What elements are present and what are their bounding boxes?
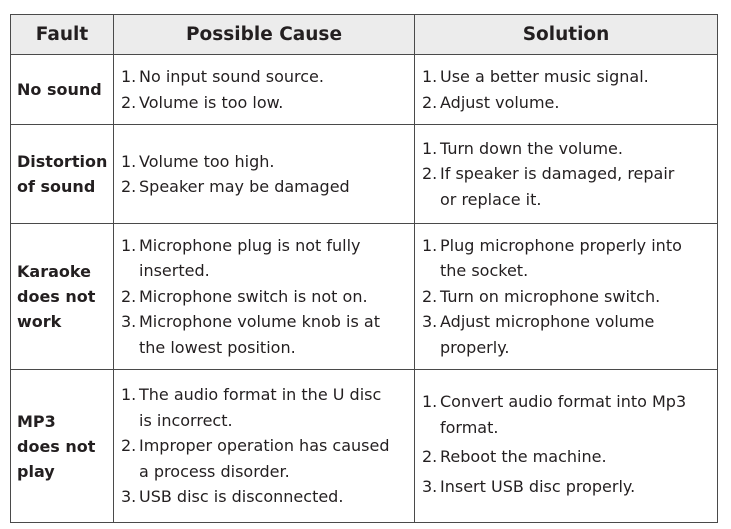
list-item xyxy=(422,474,717,500)
item-text-continued: format. xyxy=(440,417,499,437)
item-number: 3. xyxy=(121,312,137,332)
item-number: 1. xyxy=(422,67,438,86)
item-text: The audio format in the U disc xyxy=(139,385,382,405)
header-possible-cause: Possible Cause xyxy=(114,15,415,55)
table-body xyxy=(11,55,718,523)
cause-cell xyxy=(114,370,415,523)
list-item xyxy=(121,233,414,284)
item-text: Speaker may be damaged xyxy=(139,177,350,196)
cause-list xyxy=(121,233,414,361)
header-fault: Fault xyxy=(11,15,114,55)
list-item xyxy=(422,284,717,310)
header-solution: Solution xyxy=(415,15,718,55)
item-text: USB disc is disconnected. xyxy=(139,487,344,507)
item-number: 1. xyxy=(121,235,137,255)
item-number: 2. xyxy=(422,92,438,112)
item-number: 1. xyxy=(422,392,438,411)
header-row xyxy=(11,15,718,55)
solution-list xyxy=(422,233,717,361)
item-text: Turn down the volume. xyxy=(440,138,623,158)
item-text: No input sound source. xyxy=(139,67,324,86)
item-text-continued: is incorrect. xyxy=(139,410,233,430)
list-item xyxy=(121,284,414,310)
item-text: Convert audio format into Mp3 xyxy=(440,392,687,411)
item-number: 3. xyxy=(422,476,438,496)
cause-cell xyxy=(114,125,415,224)
fault-text: does not xyxy=(17,287,96,306)
item-text: If speaker is damaged, repair xyxy=(440,164,675,184)
solution-cell xyxy=(415,370,718,523)
item-text: Insert USB disc properly. xyxy=(440,476,636,496)
fault-text: does not xyxy=(17,436,96,456)
list-item xyxy=(121,382,414,433)
item-number: 1. xyxy=(422,138,438,158)
solution-list xyxy=(422,64,717,115)
item-number: 1. xyxy=(121,385,137,405)
item-number: 3. xyxy=(121,487,137,507)
item-text: Use a better music signal. xyxy=(440,67,649,86)
cause-cell xyxy=(114,224,415,370)
item-text: Turn on microphone switch. xyxy=(440,286,661,306)
fault-cell xyxy=(11,55,114,125)
cause-list xyxy=(121,64,414,115)
fault-text: MP3 xyxy=(17,411,56,431)
item-text: Microphone switch is not on. xyxy=(139,286,368,306)
list-item xyxy=(121,433,414,484)
list-item xyxy=(422,444,717,470)
list-item xyxy=(121,90,414,116)
cause-list xyxy=(121,149,414,200)
solution-list xyxy=(422,136,717,213)
item-number: 2. xyxy=(422,286,438,306)
list-item xyxy=(422,309,717,360)
solution-cell xyxy=(415,125,718,224)
item-number: 2. xyxy=(422,164,438,184)
list-item xyxy=(422,64,717,90)
fault-text: play xyxy=(17,461,55,481)
item-text-continued: inserted. xyxy=(139,261,210,281)
item-text: Volume is too low. xyxy=(139,92,284,112)
item-text-continued: the lowest position. xyxy=(139,337,296,357)
item-number: 2. xyxy=(121,92,137,112)
item-number: 1. xyxy=(121,67,137,86)
list-item xyxy=(121,174,414,200)
table-row xyxy=(11,55,718,125)
item-text: Microphone plug is not fully xyxy=(139,235,361,255)
item-number: 1. xyxy=(422,235,438,255)
fault-text: work xyxy=(17,312,62,331)
item-text: Adjust volume. xyxy=(440,92,560,112)
list-item xyxy=(121,309,414,360)
table-row xyxy=(11,370,718,523)
item-text: Plug microphone properly into xyxy=(440,235,682,255)
solution-cell xyxy=(415,55,718,125)
cause-list xyxy=(121,382,414,510)
item-text-continued: properly. xyxy=(440,337,510,357)
item-text: Adjust microphone volume xyxy=(440,312,655,332)
item-number: 1. xyxy=(121,151,137,171)
cause-cell xyxy=(114,55,415,125)
list-item xyxy=(121,484,414,510)
item-text: Improper operation has caused xyxy=(139,436,390,456)
list-item xyxy=(121,149,414,175)
table-row xyxy=(11,224,718,370)
fault-text: No sound xyxy=(17,80,102,99)
fault-cell xyxy=(11,125,114,224)
list-item xyxy=(121,64,414,90)
fault-cell xyxy=(11,224,114,370)
fault-text: Distortion xyxy=(17,152,108,171)
item-number: 2. xyxy=(121,286,137,306)
item-text: Microphone volume knob is at xyxy=(139,312,380,332)
item-text-continued: or replace it. xyxy=(440,189,542,209)
table-row xyxy=(11,125,718,224)
fault-text: Karaoke xyxy=(17,262,91,281)
list-item xyxy=(422,161,717,212)
item-text: Reboot the machine. xyxy=(440,447,607,466)
item-number: 2. xyxy=(422,447,438,466)
solution-cell xyxy=(415,224,718,370)
troubleshooting-table xyxy=(10,14,718,523)
list-item xyxy=(422,90,717,116)
solution-list xyxy=(422,389,717,499)
item-text-continued: the socket. xyxy=(440,261,529,281)
item-text-continued: a process disorder. xyxy=(139,461,290,481)
fault-text: of sound xyxy=(17,177,96,196)
list-item xyxy=(422,389,717,440)
item-number: 2. xyxy=(121,177,137,196)
item-number: 2. xyxy=(121,436,137,456)
table-header xyxy=(11,15,718,55)
item-text: Volume too high. xyxy=(139,151,275,171)
fault-cell xyxy=(11,370,114,523)
list-item xyxy=(422,233,717,284)
item-number: 3. xyxy=(422,312,438,332)
list-item xyxy=(422,136,717,162)
